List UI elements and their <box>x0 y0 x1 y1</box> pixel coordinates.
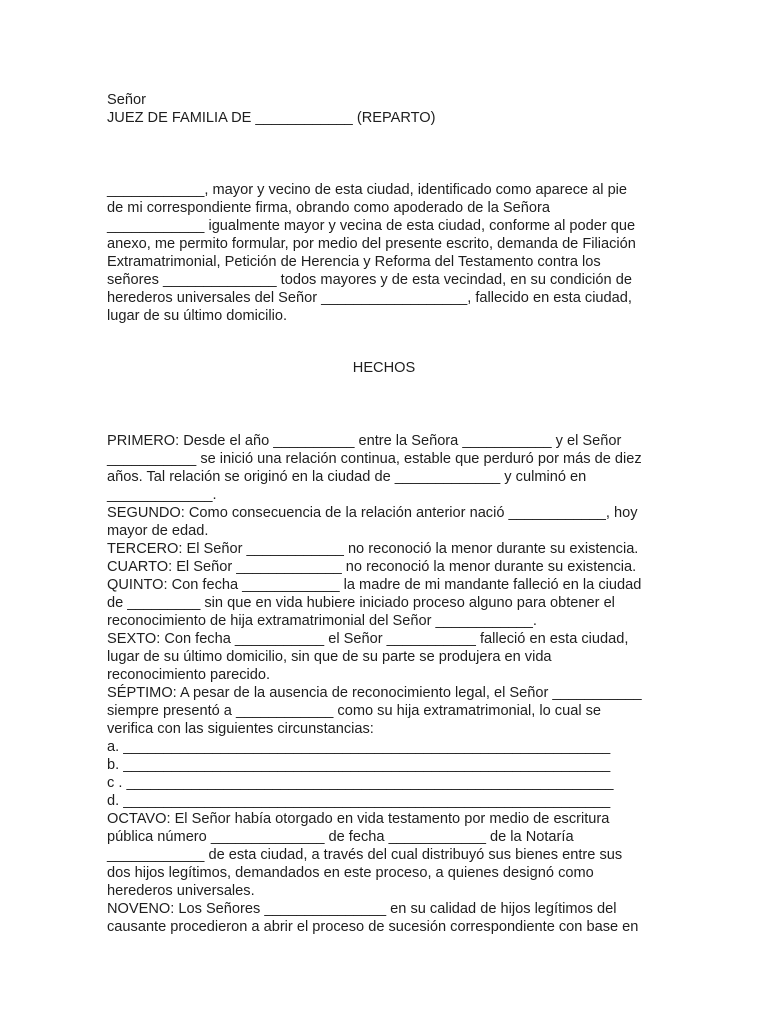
salutation: Señor <box>107 92 146 108</box>
fact-line: siempre presentó a ____________ como su hija extramatrimonial, lo cual se <box>107 703 602 719</box>
fact-line: verifica con las siguientes circunstancias: <box>107 721 374 737</box>
fact-line: CUARTO: El Señor _____________ no reconoció la menor durante su existencia. <box>107 559 637 575</box>
fact-line: SEXTO: Con fecha ___________ el Señor ___________ falleció en esta ciudad, <box>107 631 629 647</box>
fact-line: SEGUNDO: Como consecuencia de la relación anterior nació ____________, hoy <box>107 505 638 521</box>
fact-line: lugar de su último domicilio, sin que de su parte se produjera en vida <box>107 649 552 665</box>
fact-line: herederos universales. <box>107 883 255 899</box>
section-heading-hechos: HECHOS <box>352 360 416 376</box>
fact-line: OCTAVO: El Señor había otorgado en vida testamento por medio de escritura <box>107 811 610 827</box>
intro-line: herederos universales del Señor __________________, fallecido en esta ciudad, <box>107 290 632 306</box>
intro-line: Extramatrimonial, Petición de Herencia y Reforma del Testamento contra los <box>107 254 601 270</box>
fact-line: mayor de edad. <box>107 523 209 539</box>
fact-line: años. Tal relación se originó en la ciudad de _____________ y culminó en <box>107 469 587 485</box>
intro-paragraph <box>107 181 667 325</box>
facts-section <box>107 432 667 936</box>
intro-line: señores ______________ todos mayores y de esta vecindad, en su condición de <box>107 272 632 288</box>
fact-line: QUINTO: Con fecha ____________ la madre de mi mandante falleció en la ciudad <box>107 577 642 593</box>
circumstance-d: d. ____________________________________________________________ <box>107 793 611 809</box>
intro-line: ____________, mayor y vecino de esta ciudad, identificado como aparece al pie <box>107 182 628 198</box>
circumstance-a: a. ____________________________________________________________ <box>107 739 611 755</box>
fact-line: causante procedieron a abrir el proceso de sucesión correspondiente con base en <box>107 919 639 935</box>
fact-line: ____________ de esta ciudad, a través del cual distribuyó sus bienes entre sus <box>107 847 623 863</box>
intro-line: de mi correspondiente firma, obrando como apoderado de la Señora <box>107 200 550 216</box>
fact-line: PRIMERO: Desde el año __________ entre la Señora ___________ y el Señor <box>107 433 622 449</box>
circumstance-b: b. ____________________________________________________________ <box>107 757 611 773</box>
fact-line: ___________ se inició una relación continua, estable que perduró por más de diez <box>107 451 642 467</box>
court-addressee: JUEZ DE FAMILIA DE ____________ (REPARTO) <box>107 110 436 126</box>
intro-line: ____________ igualmente mayor y vecina de esta ciudad, conforme al poder que <box>107 218 636 234</box>
fact-line: reconocimiento parecido. <box>107 667 271 683</box>
intro-line: lugar de su último domicilio. <box>107 308 288 324</box>
fact-line: dos hijos legítimos, demandados en este proceso, a quienes designó como <box>107 865 594 881</box>
addressee-block <box>107 91 667 127</box>
fact-line: pública número ______________ de fecha ____________ de la Notaría <box>107 829 574 845</box>
fact-line: NOVENO: Los Señores _______________ en su calidad de hijos legítimos del <box>107 901 617 917</box>
intro-line: anexo, me permito formular, por medio del presente escrito, demanda de Filiación <box>107 236 636 252</box>
fact-line: reconocimiento de hija extramatrimonial del Señor ____________. <box>107 613 537 629</box>
fact-line: TERCERO: El Señor ____________ no reconoció la menor durante su existencia. <box>107 541 639 557</box>
fact-line: de _________ sin que en vida hubiere iniciado proceso alguno para obtener el <box>107 595 615 611</box>
fact-line: _____________. <box>107 487 217 503</box>
circumstance-c: c . ____________________________________________________________ <box>107 775 614 791</box>
fact-line: SÉPTIMO: A pesar de la ausencia de reconocimiento legal, el Señor ___________ <box>107 685 642 701</box>
